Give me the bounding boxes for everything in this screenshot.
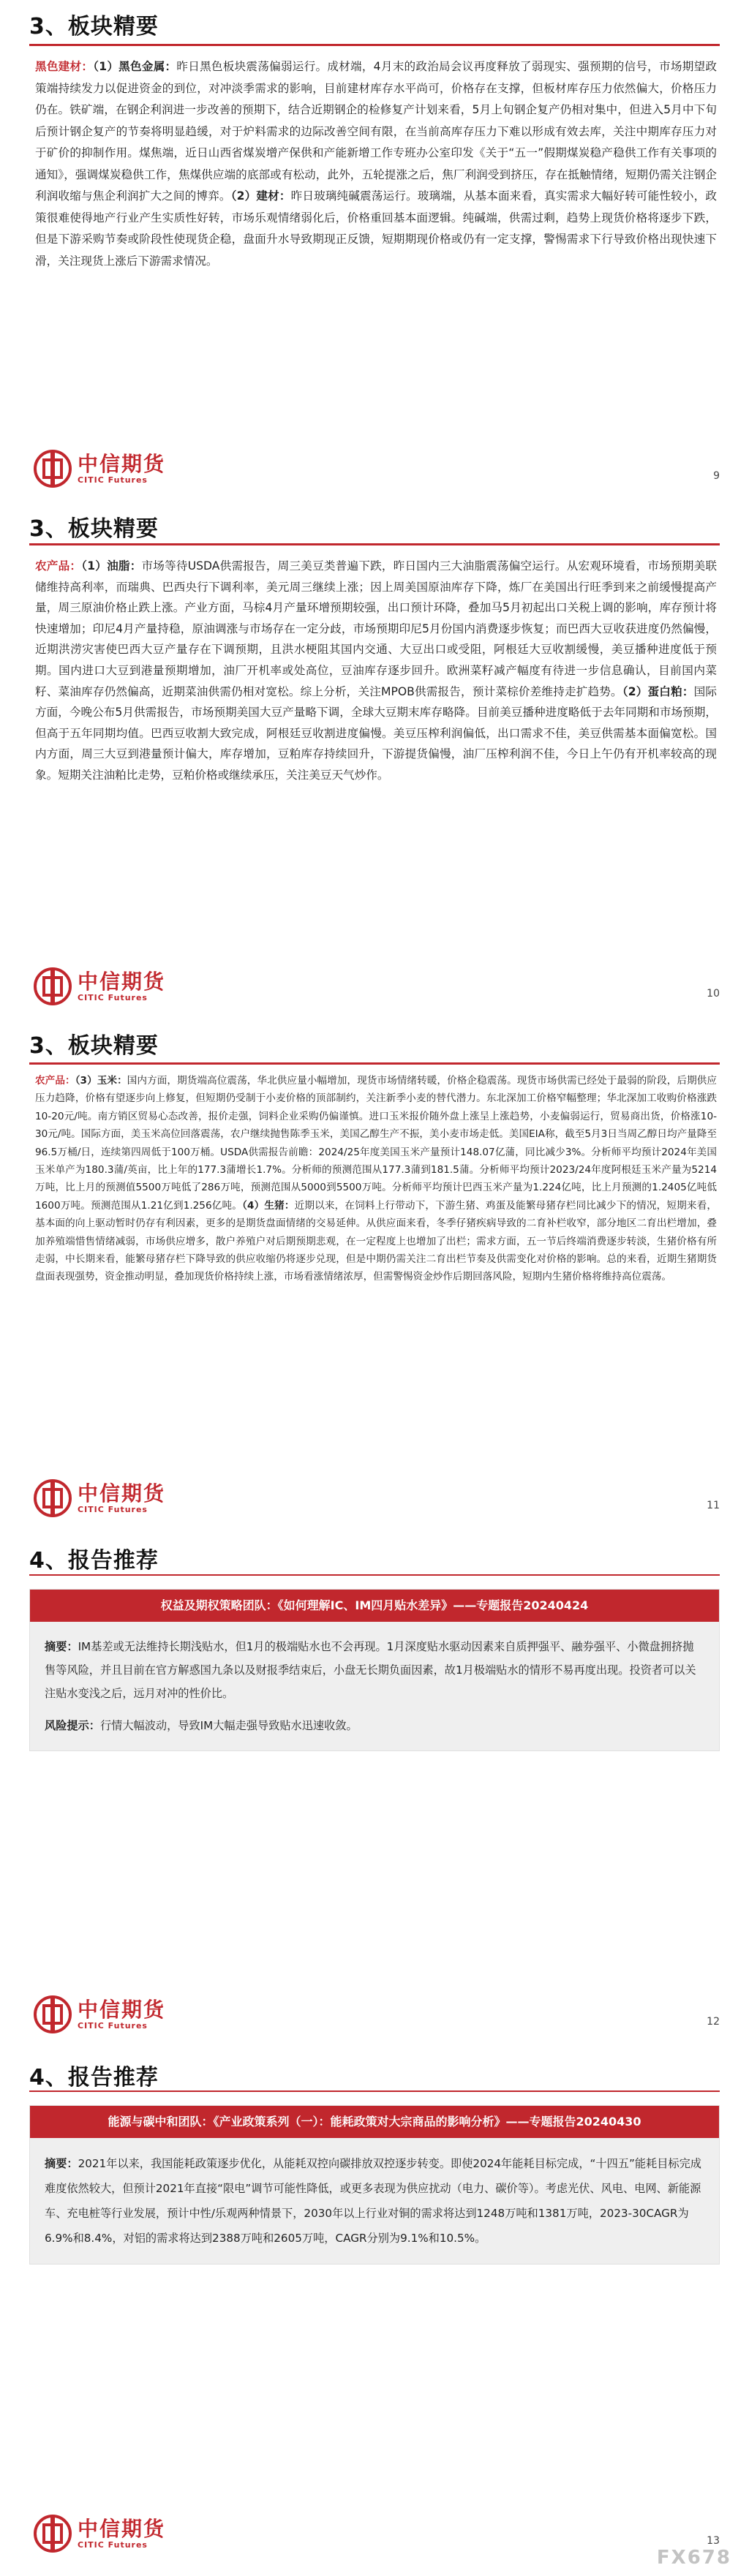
page-number: 10: [707, 988, 720, 1000]
logo-en: CITIC Futures: [78, 475, 148, 485]
report-body: [30, 2138, 719, 2264]
risk-text: 行情大幅波动，导致IM大幅走强导致贴水迅速收敛。: [99, 1719, 358, 1732]
logo-cn: 中信期货: [78, 1997, 166, 2022]
paragraph: [35, 56, 717, 272]
citic-logo-icon: [34, 1995, 72, 2033]
fx678-watermark: FX678: [656, 2547, 731, 2569]
report-summary: [45, 1635, 704, 1705]
subsector-lead: （2）建材：: [230, 189, 291, 203]
report-risk: [45, 1714, 704, 1737]
subsector-lead: （2）蛋白粕：: [622, 684, 694, 698]
summary-text: IM基差或无法维持长期浅贴水，但1月的极端贴水也不会再现。1月深度贴水驱动因素来自质押强平、融券强平、小微盘拥挤抛售等风险，并且目前在官方解惑国九条以及财报季结束后，小盘无长期负面因素，故1月极端贴水的情形不易再度出现。投资者可以关注贴水变浅之后，远月对冲的性价比。: [45, 1640, 696, 1700]
subsector-lead: （3）玉米：: [75, 1075, 127, 1087]
page-10: [0, 499, 749, 1019]
page-10-body: [0, 545, 749, 786]
page-number: 11: [707, 1500, 720, 1511]
page-footer: [0, 2501, 749, 2564]
logo-en: CITIC Futures: [78, 2539, 148, 2550]
section-title: 4、报告推荐: [29, 2065, 159, 2090]
paragraph-text: 昨日黑色板块震荡偏弱运行。成材端，4月末的政治局会议再度释放了弱现实、强预期的信号，市场期望政策端持续发力以促进资金的到位，对冲淡季需求的影响，目前建材库存水平尚可，价格存在支撑，但板材库存压力依然偏大，价格压力仍在。铁矿端，在钢企利润进一步改善的预期下，结合近期钢企的检修复产计划来看，5月上旬钢企复产仍相对集中，但进入5月中下旬后预计钢企复产的节奏将明显趋缓，对于炉料需求的边际改善空间有限，在当前高库存压力下难以形成有效去库，关注中期库存压力对于矿价的抑制作用。煤焦端，近日山西省煤炭增产保供和产能新增工作专班办公室印发《关于“五一”假期煤炭稳产稳供工作有关事项的通知》，强调煤炭稳供工作，焦煤供应端的底部或有松动，此外，五轮提涨之后，焦厂利润受到挤压，存在抵触情绪，短期仍需关注钢企利润收缩与焦企利润扩大之间的博弈。: [35, 60, 717, 203]
summary-label: 摘要：: [45, 1640, 78, 1653]
red-divider: [29, 1574, 720, 1576]
section-title: 3、板块精要: [29, 14, 159, 39]
paragraph-text: 国际方面，今晚公布5月供需报告，市场预期美国大豆产量略下调，全球大豆期末库存略降。目前美豆播种进度略低于去年同期和市场预期，但高于五年同期均值。巴西豆收割大致完成，阿根廷豆收割进度偏慢。美豆压榨利润偏低，出口需求不佳，美豆供需基本面偏宽松。国内方面，周三大豆到港量预计偏大，库存增加，豆粕库存持续回升，下游提货偏慢，油厂压榨利润不佳，今日上午仍有开机率较高的现象。短期关注油粕比走势，豆粕价格或继续承压，关注美豆天气炒作。: [35, 684, 717, 782]
risk-label: 风险提示：: [45, 1719, 100, 1732]
sector-tag: 农产品：: [35, 1075, 75, 1087]
report-box: [29, 1589, 720, 1751]
page-footer: [0, 954, 749, 1017]
summary-label: 摘要：: [45, 2157, 78, 2170]
report-body: [30, 1622, 719, 1750]
page-number: 9: [713, 470, 720, 482]
citic-logo-icon: [34, 967, 72, 1005]
page-9-body: [0, 46, 749, 272]
page-11: [0, 1019, 749, 1530]
paragraph: [35, 1072, 717, 1286]
report-title-bar: 权益及期权策略团队：《如何理解IC、IM四月贴水差异》——专题报告20240424: [30, 1590, 719, 1622]
citic-logo: [34, 1995, 165, 2033]
paragraph-text: 昨日玻璃纯碱震荡运行。玻璃端，从基本面来看，真实需求大幅好转可能性较小，政策很难使得地产行业产生实质性好转，市场乐观情绪弱化后，价格重回基本面逻辑。纯碱端，供需过剩，趋势上现货价格将逐步下跌，但是下游采购节奏或阶段性使现货企稳，盘面升水导致期现正反馈，短期期现价格或仍有一定支撑，警惕需求下行导致价格出现快速下滑，关注现货上涨后下游需求情况。: [35, 189, 717, 268]
paragraph: [35, 556, 717, 786]
logo-cn: 中信期货: [78, 451, 166, 476]
page-footer: [0, 1466, 749, 1529]
subsector-lead: （4）生猪：: [242, 1199, 295, 1212]
page-13: [0, 2047, 749, 2576]
section-heading: [0, 1019, 749, 1062]
page-number: 13: [707, 2535, 720, 2547]
paragraph-text: 市场等待USDA供需报告，周三美豆类普遍下跌，昨日国内三大油脂震荡偏空运行。从宏观环境看，市场预期美联储维持高利率，而瑞典、巴西央行下调利率，美元周三继续上涨；因上周美国原油库存下降，炼厂在美国出行旺季到来之前缓慢提高产量，周三原油价格止跌上涨。产业方面，马棕4月产量环增预期较强，出口预计环降，叠加马5月初起出口关税上调的影响，库存预计将快速增加；印尼4月产量持稳，原油调涨与市场存在一定分歧，市场预期印尼5月份国内消费逐步恢复；而巴西大豆收获进度仍然偏慢，近期洪涝灾害使巴西大豆产量存在下调预期，且洪水梗阻其国内交通、大豆出口或受阻，阿根廷大豆收割缓慢，美豆播种进度低于预期。国内进口大豆到港量预期增加，油厂开机率或处高位，豆油库存逐步回升。欧洲菜籽减产幅度有待进一步信息确认，目前国内菜籽、菜油库存仍然偏高，近期菜油供需仍相对宽松。综上分析，关注MPOB供需报告，预计菜棕价差维持走扩趋势。: [35, 559, 717, 698]
logo-en: CITIC Futures: [78, 2020, 148, 2031]
citic-logo-icon: [34, 450, 72, 488]
section-heading: [0, 0, 749, 44]
citic-logo: [34, 1479, 165, 1517]
section-heading: [0, 2047, 749, 2090]
page-9: [0, 0, 749, 499]
section-title: 4、报告推荐: [29, 1548, 159, 1574]
page-12: [0, 1530, 749, 2047]
sector-tag: 农产品：: [35, 559, 82, 573]
paragraph-text: 近期以来，在饲料上行带动下，下游生猪、鸡蛋及能繁母猪存栏同比减少下的情况，短期来看，基本面的向上驱动暂时仍存有利因素，更多的是期货盘面情绪的交易延伸。从供应面来看，冬季仔猪疾病导致的二育补栏收窄，部分地区二育出栏增加，叠加养殖端惜售情绪减弱，市场供应增多，散户养殖户对后期预期悲观，在一定程度上也增加了出栏；需求方面，五一节后终端消费逐步转淡，生猪价格有所走弱，中长期来看，能繁母猪存栏下降导致的供应收缩仍将逐步兑现，但是中期仍需关注二育出栏节奏及供需变化对价格的影响。总的来看，近期生猪期货盘面表现强势，资金推动明显，叠加现货价格持续上涨，市场看涨情绪浓厚，但需警惕资金炒作后期回落风险，短期内生猪价格将维持高位震荡。: [35, 1199, 718, 1283]
page-footer: [0, 437, 749, 499]
report-box: [29, 2105, 720, 2265]
citic-logo-icon: [34, 2515, 72, 2553]
section-title: 3、板块精要: [29, 1033, 159, 1059]
summary-text: 2021年以来，我国能耗政策逐步优化，从能耗双控向碳排放双控逐步转变。即使2024年能耗目标完成，“十四五”能耗目标完成难度依然较大，但预计2021年直接“限电”调节可能性降低，或更多表现为供应扰动（电力、碳价等）。考虑光伏、风电、电网、新能源车、充电桩等行业发展，预计中性/乐观两种情景下，2030年以上行业对铜的需求将达到1248万吨和1381万吨，2023-30CAGR为6.9%和8.4%，对铝的需求将达到2388万吨和2605万吨，CAGR分别为9.1%和10.5%。: [45, 2157, 701, 2245]
page-number: 12: [707, 2016, 720, 2028]
page-footer: [0, 1982, 749, 2045]
subsector-lead: （1）油脂：: [81, 559, 142, 573]
logo-cn: 中信期货: [78, 1481, 166, 1506]
section-heading: [0, 1530, 749, 1574]
citic-logo-icon: [34, 1479, 72, 1517]
paragraph-text: 国内方面，期货端高位震荡，华北供应量小幅增加，现货市场情绪转暖，价格企稳震荡。现货市场供需已经处于最弱的阶段，后期供应压力趋降，价格有望逐步向上修复，但短期仍受制于小麦价格的顶部制约，关注新季小麦的替代潜力。东北深加工价格窄幅整理；华北深加工收购价格涨跌10-20元/吨。南方销区贸易心态改善，报价走强，饲料企业采购仍偏谨慎。进口玉米报价随外盘上涨呈上涨趋势，小麦偏弱运行，贸易商出货，价格涨10-30元/吨。国际方面，美玉米高位回落震荡，农户继续抛售陈季玉米，美国乙醇生产不振，美小麦市场走低。美国EIA称，截至5月3日当周乙醇日均产量降至96.5万桶/日，连续第四周低于100万桶。USDA供需报告前瞻：2024/25年度美国玉米产量预计148.07亿蒲，同比减少3%。分析师平均预计2024年美国玉米单产为180.3蒲/英亩，比上年的177.3蒲增长1.7%。分析师的预测范围从177.3蒲到181.5蒲。分析师平均预计2023/24年度阿根廷玉米产量为5214万吨，比上月的预测值5500万吨低了286万吨，预测范围从5000到5500万吨。分析师平均预计巴西玉米产量为1.224亿吨，比上月预测的1.2405亿吨低1600万吨。预测范围从1.21亿到1.256亿吨。: [35, 1075, 718, 1212]
citic-logo: [34, 450, 165, 488]
logo-cn: 中信期货: [78, 2516, 166, 2541]
page-11-body: [0, 1065, 749, 1286]
report-summary: [45, 2151, 704, 2251]
report-title-bar: 能源与碳中和团队：《产业政策系列（一）：能耗政策对大宗商品的影响分析》——专题报告20240430: [30, 2106, 719, 2138]
sector-tag: 黑色建材：: [35, 60, 94, 73]
logo-cn: 中信期货: [78, 969, 166, 994]
logo-en: CITIC Futures: [78, 992, 148, 1002]
logo-en: CITIC Futures: [78, 1504, 148, 1514]
citic-logo: [34, 2515, 165, 2553]
subsector-lead: （1）黑色金属：: [93, 60, 177, 73]
section-heading: [0, 499, 749, 543]
citic-logo: [34, 967, 165, 1005]
section-title: 3、板块精要: [29, 516, 159, 542]
